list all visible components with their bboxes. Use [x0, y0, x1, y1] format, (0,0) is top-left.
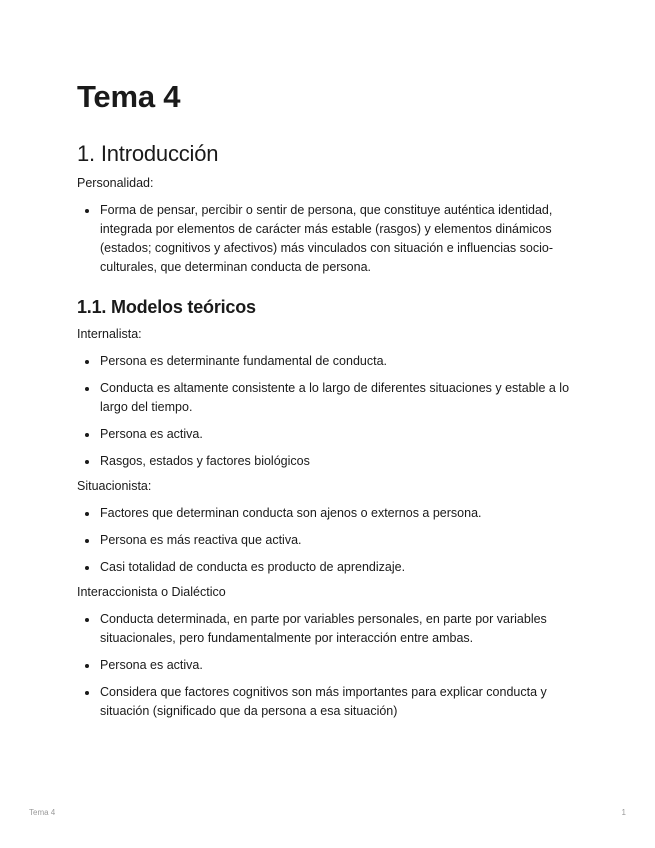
internalista-label: Internalista: [77, 327, 142, 341]
personalidad-label: Personalidad: [77, 176, 154, 190]
document-content [77, 78, 577, 721]
list-item: Persona es activa. [100, 656, 577, 675]
situacionista-list [77, 504, 577, 577]
interaccionista-list [77, 610, 577, 721]
document-title: Tema 4 [77, 79, 181, 114]
footer-title: Tema 4 [29, 808, 56, 817]
list-item: Factores que determinan conducta son ajenos o externos a persona. [100, 504, 577, 523]
page-number: 1 [621, 808, 626, 817]
internalista-list [77, 352, 577, 471]
personalidad-list [77, 201, 577, 277]
subsection-heading-modelos-teoricos: 1.1. Modelos teóricos [77, 297, 256, 317]
situacionista-label: Situacionista: [77, 479, 152, 493]
section-heading-introduccion: 1. Introducción [77, 141, 219, 166]
list-item: Persona es más reactiva que activa. [100, 531, 577, 550]
list-item: Conducta determinada, en parte por variables personales, en parte por variables situacionales, pero fundamentalmente por interacción entre ambas. [100, 610, 577, 648]
list-item: Forma de pensar, percibir o sentir de persona, que constituye auténtica identidad, integrada por elementos de carácter más estable (rasgos) y elementos dinámicos (estados; cognitivos y afectivos) más vinculados con situación e influencias socio-culturales, que determinan conducta de persona. [100, 201, 577, 277]
list-item: Rasgos, estados y factores biológicos [100, 452, 577, 471]
list-item: Persona es determinante fundamental de conducta. [100, 352, 577, 371]
list-item: Conducta es altamente consistente a lo largo de diferentes situaciones y estable a lo largo del tiempo. [100, 379, 577, 417]
list-item: Persona es activa. [100, 425, 577, 444]
interaccionista-label: Interaccionista o Dialéctico [77, 585, 226, 599]
list-item: Considera que factores cognitivos son más importantes para explicar conducta y situación (significado que da persona a esa situación) [100, 683, 577, 721]
list-item: Casi totalidad de conducta es producto de aprendizaje. [100, 558, 577, 577]
